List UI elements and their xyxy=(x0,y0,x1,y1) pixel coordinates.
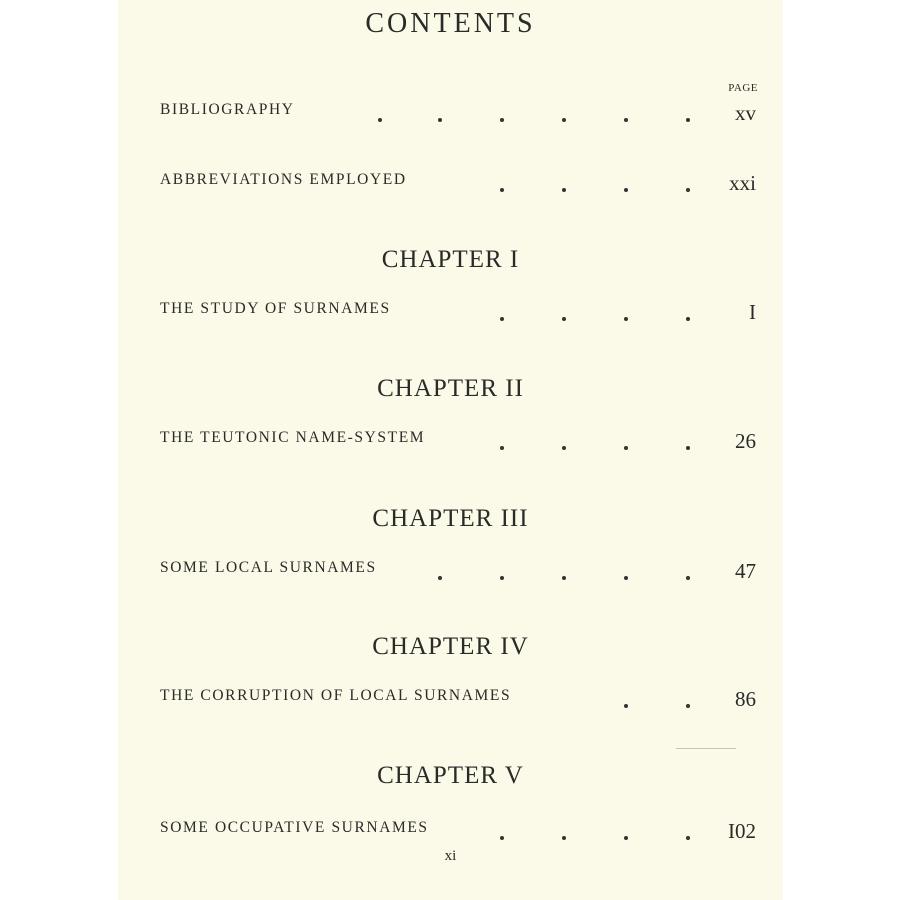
entry-title: THE CORRUPTION OF LOCAL SURNAMES xyxy=(160,687,512,704)
chapter-heading-5: CHAPTER V xyxy=(377,762,524,789)
chapter-heading-4: CHAPTER IV xyxy=(372,633,529,660)
leader-dots xyxy=(160,293,760,323)
leader-dots xyxy=(160,94,760,124)
scan-margin xyxy=(783,0,900,900)
leader-dots xyxy=(160,552,760,582)
entry-title: SOME LOCAL SURNAMES xyxy=(160,559,377,576)
entry-page-number: 26 xyxy=(735,429,756,453)
entry-page-number: xv xyxy=(735,101,756,125)
leader-dots xyxy=(160,422,760,452)
toc-entry-chapter-4[interactable] xyxy=(160,680,760,710)
entry-title: SOME OCCUPATIVE SURNAMES xyxy=(160,819,429,836)
page-folio: xi xyxy=(444,848,457,864)
toc-entry-abbreviations[interactable] xyxy=(160,164,760,194)
chapter-heading-2: CHAPTER II xyxy=(377,375,524,402)
leader-dots xyxy=(160,164,760,194)
entry-page-number: 47 xyxy=(735,559,756,583)
entry-title: ABBREVIATIONS EMPLOYED xyxy=(160,171,407,188)
toc-entry-chapter-5[interactable] xyxy=(160,812,760,842)
toc-entry-bibliography[interactable] xyxy=(160,94,760,124)
toc-entry-chapter-2[interactable] xyxy=(160,422,760,452)
chapter-heading-3: CHAPTER III xyxy=(372,505,529,532)
entry-page-number: I xyxy=(749,300,756,324)
entry-title: THE STUDY OF SURNAMES xyxy=(160,300,391,317)
entry-page-number: 86 xyxy=(735,687,756,711)
entry-title: THE TEUTONIC NAME-SYSTEM xyxy=(160,429,426,446)
page-column-label: PAGE xyxy=(728,82,758,94)
paper-mark xyxy=(676,748,736,749)
toc-entry-chapter-3[interactable] xyxy=(160,552,760,582)
leader-dots xyxy=(160,680,760,710)
contents-title: CONTENTS xyxy=(365,8,536,39)
chapter-heading-1: CHAPTER I xyxy=(381,246,520,273)
entry-page-number: I02 xyxy=(728,819,756,843)
entry-page-number: xxi xyxy=(729,171,756,195)
toc-entry-chapter-1[interactable] xyxy=(160,293,760,323)
entry-title: BIBLIOGRAPHY xyxy=(160,101,295,118)
leader-dots xyxy=(160,812,760,842)
